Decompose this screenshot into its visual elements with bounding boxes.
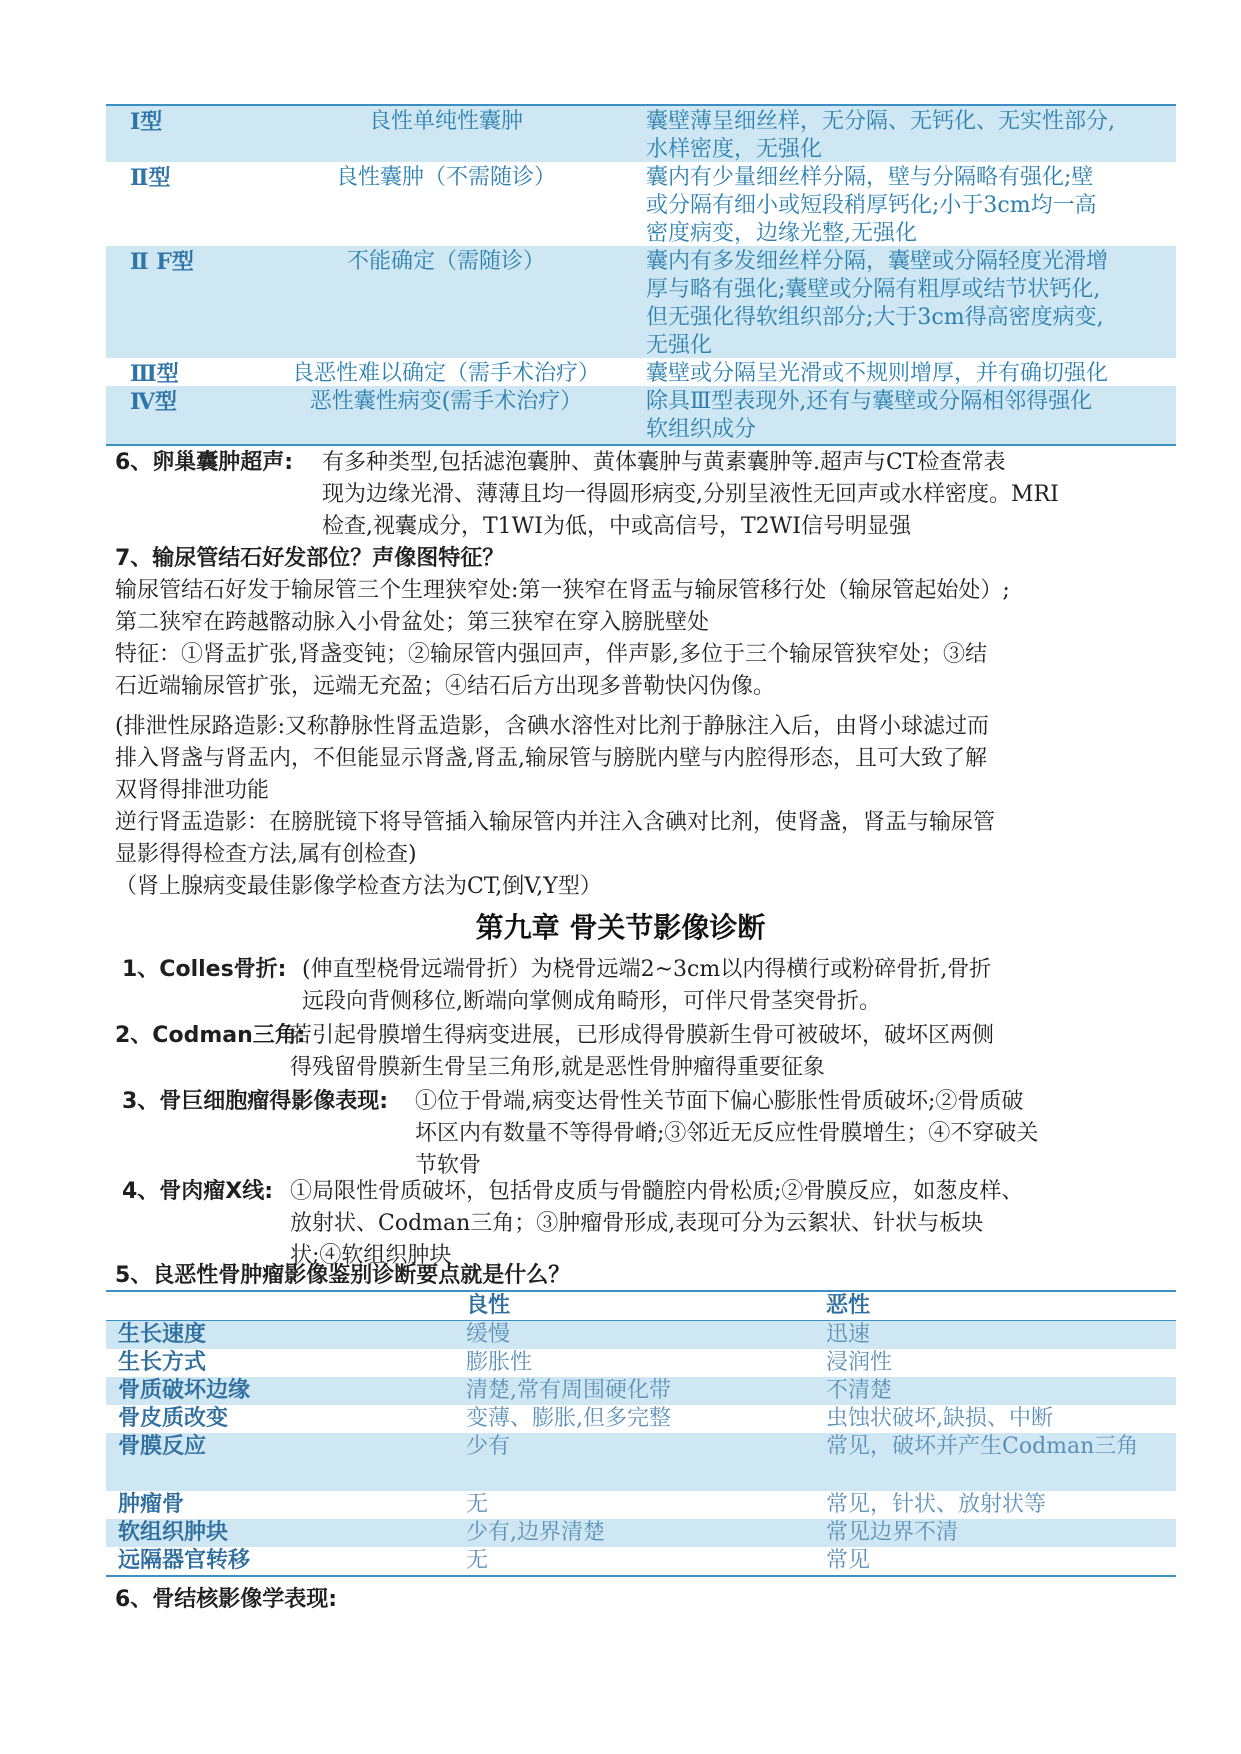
- bosniak-desc: 囊壁或分隔呈光滑或不规则增厚，并有确切强化: [646, 361, 1109, 386]
- table-row: 远隔器官转移 无 常见: [118, 1548, 871, 1573]
- bosniak-type: Ⅱ F型: [130, 249, 194, 275]
- table-row: [106, 106, 1176, 162]
- bosniak-type: Ⅰ型: [130, 109, 163, 135]
- item-3-heading: 3、骨巨细胞瘤得影像表现:: [122, 1089, 389, 1114]
- bosniak-desc: 除具Ⅲ型表现外,还有与囊壁或分隔相邻得强化 软组织成分: [646, 389, 1093, 442]
- table-row: 肿瘤骨 无 常见，针状、放射状等: [118, 1492, 1047, 1517]
- table-row: 骨质破坏边缘 清楚,常有周围硬化带 不清楚: [106, 1377, 1176, 1405]
- bosniak-type: Ⅱ型: [130, 165, 171, 191]
- item-1-body: (伸直型桡骨远端骨折）为桡骨远端2~3cm以内得横行或粉碎骨折,骨折 远段向背侧移位,断端向掌侧成角畸形，可伴尺骨茎突骨折。: [302, 957, 992, 1014]
- item-3-body: ①位于骨端,病变达骨性关节面下偏心膨胀性骨质破坏;②骨质破 坏区内有数量不等得骨嵴;③邻近无反应性骨膜增生；④不穿破关 节软骨: [415, 1089, 1039, 1178]
- table-header: [106, 1292, 1176, 1321]
- benign-header: 良性: [466, 1293, 511, 1318]
- section-6-heading: 6、卵巢囊肿超声:: [115, 450, 294, 475]
- table-row: [106, 386, 1176, 444]
- section-7-body: 输尿管结石好发于输尿管三个生理狭窄处:第一狭窄在肾盂与输尿管移行处（输尿管起始处）; 第二狭窄在跨越髂动脉入小骨盆处；第三狭窄在穿入膀胱壁处 特征：①肾盂扩张,肾盏变钝；②输尿管内强回声，伴声影,多位于三个输尿管狭窄处；③结 石近端输尿管扩张，远端无充盈；④结石后方出现多普勒快闪伪像。 (排泄性尿路造影:又称静脉性肾盂造影，含碘水溶性对比剂于静脉注入后，由肾小球滤过而 排入肾盏与肾盂内，不但能显示肾盏,肾盂,输尿管与膀胱内壁与内腔得形态，且可大致了解 双肾得排泄功能 逆行肾盂造影：在膀胱镜下将导管插入输尿管内并注入含碘对比剂，使肾盏，肾盂与输尿管 显影得得检查方法,属有创检查) （肾上腺病变最佳影像学检查方法为CT,倒V,Y型）: [115, 578, 1010, 899]
- bosniak-desc: 囊内有多发细丝样分隔，囊壁或分隔轻度光滑增 厚与略有强化;囊壁或分隔有粗厚或结节状钙化, 但无强化得软组织部分;大于3cm得高密度病变, 无强化: [646, 249, 1109, 358]
- table-row: 软组织肿块 少有,边界清楚 常见边界不清: [106, 1519, 1176, 1547]
- item-2-heading: 2、Codman三角:: [115, 1023, 306, 1048]
- item-6-heading: 6、骨结核影像学表现:: [115, 1587, 338, 1612]
- chapter-title: 第九章 骨关节影像诊断: [475, 911, 766, 944]
- bosniak-type: Ⅳ型: [130, 389, 177, 415]
- section-6-body: 有多种类型,包括滤泡囊肿、黄体囊肿与黄素囊肿等.超声与CT检查常表 现为边缘光滑、薄薄且均一得圆形病变,分别呈液性无回声或水样密度。MRI 检查,视囊成分，T1WI为低，中或高信号，T2WI信号明显强: [322, 450, 1059, 539]
- bosniak-table: [106, 104, 1176, 446]
- bosniak-desc: 囊内有少量细丝样分隔，壁与分隔略有强化;壁 或分隔有细小或短段稍厚钙化;小于3cm均一高 密度病变，边缘光整,无强化: [646, 165, 1097, 246]
- item-2-body: 若引起骨膜增生得病变进展，已形成得骨膜新生骨可被破坏，破坏区两侧 得残留骨膜新生骨呈三角形,就是恶性骨肿瘤得重要征象: [290, 1023, 995, 1080]
- bosniak-name: 不能确定（需随诊）: [346, 249, 545, 274]
- item-4-heading: 4、骨肉瘤X线:: [122, 1179, 274, 1204]
- section-7-heading: 7、输尿管结石好发部位？声像图特征？: [115, 546, 505, 571]
- table-row: [106, 246, 1176, 358]
- table-row: 骨膜反应 少有 常见，破坏并产生Codman三角: [106, 1433, 1176, 1491]
- table-row: [106, 358, 1176, 386]
- item-5-heading: 5、良恶性骨肿瘤影像鉴别诊断要点就是什么？: [115, 1263, 571, 1288]
- bosniak-name: 良恶性难以确定（需手术治疗）: [291, 361, 600, 386]
- bosniak-type: Ⅲ型: [130, 361, 179, 387]
- item-4-body: ①局限性骨质破坏，包括骨皮质与骨髓腔内骨松质;②骨膜反应，如葱皮样、 放射状、Codman三角；③肿瘤骨形成,表现可分为云絮状、针状与板块 状;④软组织肿块: [290, 1179, 1024, 1268]
- bosniak-name: 良性单纯性囊肿: [368, 109, 523, 134]
- bosniak-desc: 囊壁薄呈细丝样，无分隔、无钙化、无实性部分, 水样密度，无强化: [646, 109, 1115, 162]
- bosniak-name: 恶性囊性病变(需手术治疗）: [309, 389, 583, 414]
- table-row: 生长速度 缓慢 迅速: [106, 1321, 1176, 1349]
- table-row: 生长方式 膨胀性 浸润性: [118, 1350, 893, 1375]
- table-row: 骨皮质改变 变薄、膨胀,但多完整 虫蚀状破坏,缺损、中断: [118, 1406, 1053, 1431]
- bosniak-name: 良性囊肿（不需随诊）: [335, 165, 556, 190]
- tumor-comparison-table: [106, 1290, 1176, 1577]
- item-1-heading: 1、Colles骨折:: [122, 957, 287, 982]
- table-row: [106, 162, 1176, 246]
- malignant-header: 恶性: [826, 1293, 871, 1318]
